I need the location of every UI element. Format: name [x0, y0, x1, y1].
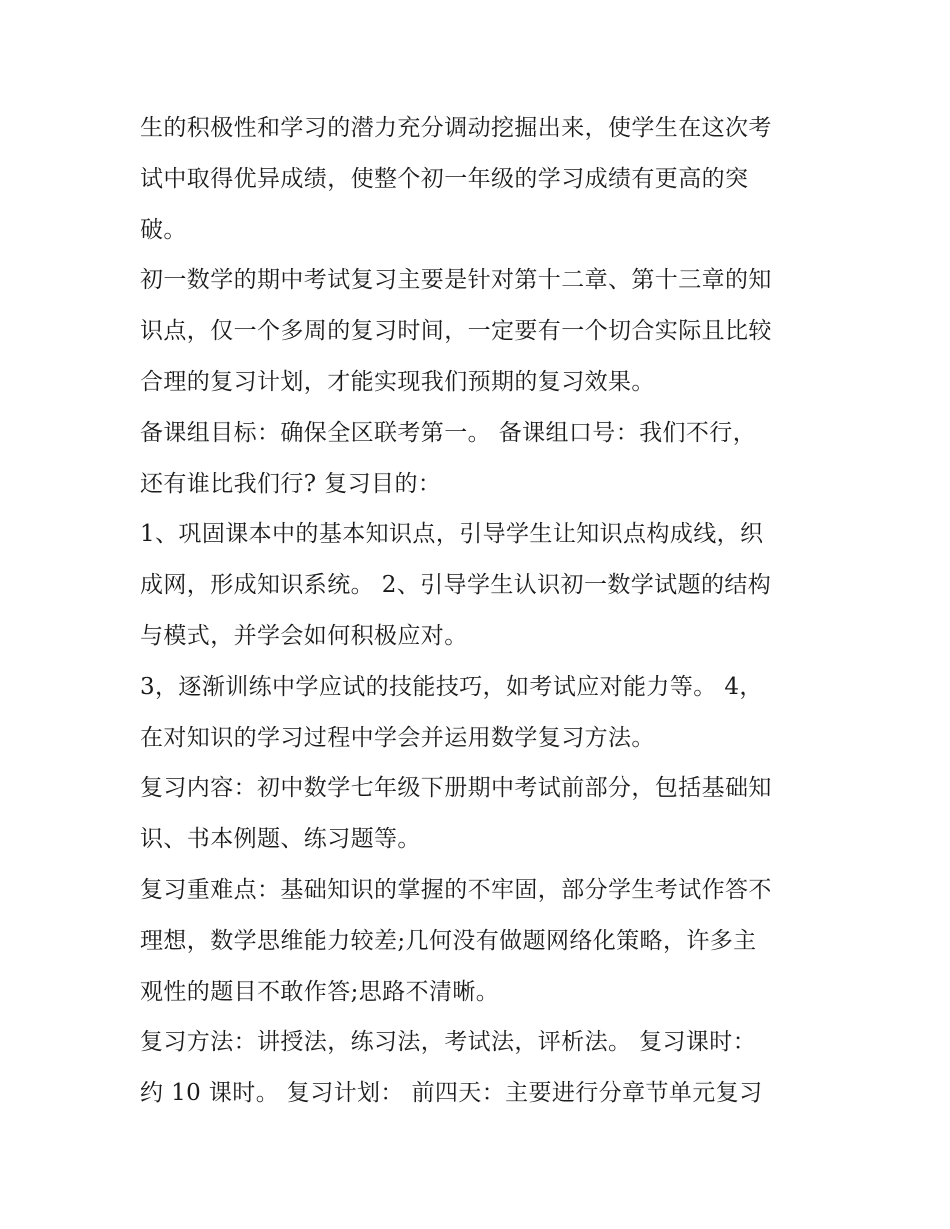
- text-line: 合理的复习计划，才能实现我们预期的复习效果。: [140, 368, 655, 395]
- text-line: 约 10 课时。 复习计划： 前四天：主要进行分章节单元复习: [140, 1080, 763, 1107]
- text-line: 理想，数学思维能力较差;几何没有做题网络化策略，许多主: [140, 927, 757, 954]
- text-line: 复习内容：初中数学七年级下册期中考试前部分，包括基础知: [140, 775, 772, 802]
- text-line: 观性的题目不敢作答;思路不清晰。: [140, 978, 500, 1005]
- text-line: 与模式，并学会如何积极应对。: [140, 622, 468, 649]
- text-line: 成网，形成知识系统。 2、引导学生认识初一数学试题的结构: [140, 572, 772, 599]
- text-line: 试中取得优异成绩，使整个初一年级的学习成绩有更高的突: [140, 165, 749, 192]
- text-line: 生的积极性和学习的潜力充分调动挖掘出来，使学生在这次考: [140, 115, 772, 141]
- document-body: [140, 103, 820, 1119]
- text-line: 3，逐渐训练中学应试的技能技巧，如考试应对能力等。 4，: [140, 673, 763, 700]
- text-line: 识点，仅一个多周的复习时间，一定要有一个切合实际且比较: [140, 318, 772, 345]
- text-line: 在对知识的学习过程中学会并运用数学复习方法。: [140, 724, 655, 751]
- text-line: 初一数学的期中考试复习主要是针对第十二章、第十三章的知: [140, 267, 772, 294]
- text-line: 还有谁比我们行? 复习目的：: [140, 470, 442, 497]
- text-line: 备课组目标：确保全区联考第一。 备课组口号：我们不行，: [140, 419, 757, 446]
- text-line: 1、巩固课本中的基本知识点，引导学生让知识点构成线，织: [140, 521, 764, 548]
- text-line: 复习重难点：基础知识的掌握的不牢固，部分学生考试作答不: [140, 876, 772, 903]
- text-line: 破。: [140, 216, 187, 243]
- text-line: 识、书本例题、练习题等。: [140, 826, 421, 853]
- text-line: 复习方法：讲授法，练习法，考试法，评析法。 复习课时：: [140, 1029, 757, 1056]
